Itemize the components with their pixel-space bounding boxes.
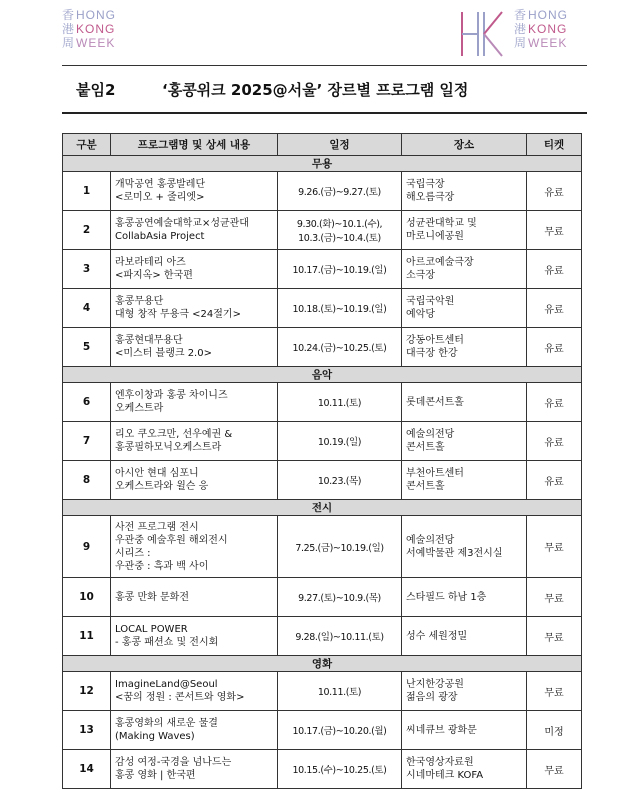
row-number: 4 — [63, 289, 111, 328]
program-line: 감성 여정-국경을 넘나드는 — [115, 757, 232, 768]
program-cell — [111, 516, 278, 578]
ticket-cell: 유료 — [527, 422, 582, 461]
table-row — [63, 516, 582, 578]
program-cell — [111, 578, 278, 617]
venue-line: 한국영상자료원 — [406, 757, 474, 768]
logo-char: 香 — [514, 8, 527, 22]
category-label: 음악 — [63, 367, 582, 383]
table-row — [63, 711, 582, 750]
venue-cell — [402, 289, 527, 328]
schedule-cell — [278, 289, 402, 328]
logo-word: WEEK — [76, 36, 116, 50]
venue-line: 강동아트센터 — [406, 335, 464, 346]
schedule-cell — [278, 578, 402, 617]
program-line: 사전 프로그램 전시 — [115, 521, 199, 533]
program-cell — [111, 422, 278, 461]
column-header: 장소 — [402, 134, 527, 156]
row-number: 8 — [63, 461, 111, 500]
program-line: LOCAL POWER — [115, 624, 188, 635]
hong-kong-week-logo-left — [62, 8, 116, 50]
table-row — [63, 172, 582, 211]
program-line: 리오 쿠오크만, 선우예권 & — [115, 429, 233, 440]
venue-cell — [402, 461, 527, 500]
date-line: 10.19.(일) — [317, 437, 362, 448]
table-row — [63, 578, 582, 617]
program-line: 홍콩무용단 — [115, 296, 164, 307]
venue-line: 콘서트홀 — [406, 481, 445, 492]
program-line: ImagineLand@Seoul — [115, 679, 218, 690]
row-number: 10 — [63, 578, 111, 617]
row-number: 12 — [63, 672, 111, 711]
schedule-cell — [278, 617, 402, 656]
logo-char: 港 — [514, 22, 527, 36]
venue-line: 부천아트센터 — [406, 468, 464, 479]
program-line: 라보라테리 아즈 — [115, 257, 186, 268]
venue-cell — [402, 383, 527, 422]
program-line: 우관중 예술후원 해외전시 — [115, 534, 228, 546]
venue-line: 콘서트홀 — [406, 442, 445, 453]
ticket-cell: 유료 — [527, 328, 582, 367]
schedule-cell — [278, 711, 402, 750]
program-line: <미스터 블랭크 2.0> — [115, 348, 212, 359]
program-line: 우관중 : 흑과 백 사이 — [115, 560, 209, 572]
table-row — [63, 250, 582, 289]
venue-cell — [402, 750, 527, 789]
category-row — [63, 656, 582, 672]
category-label: 무용 — [63, 156, 582, 172]
program-line: 개막공연 홍콩발레단 — [115, 179, 206, 190]
program-line: 홍콩영화의 새로운 물결 — [115, 718, 218, 729]
ticket-cell: 무료 — [527, 617, 582, 656]
venue-line: 시네마테크 KOFA — [406, 770, 484, 781]
row-number: 1 — [63, 172, 111, 211]
venue-cell — [402, 422, 527, 461]
document-title-bar — [62, 65, 587, 114]
venue-line: 예술의전당 — [406, 429, 455, 440]
date-line: 10.18.(토)~10.19.(일) — [292, 304, 387, 315]
venue-line: 마로니에공원 — [406, 231, 464, 242]
row-number: 2 — [63, 211, 111, 250]
program-line: 오케스트라와 윌슨 응 — [115, 481, 209, 492]
program-cell — [111, 750, 278, 789]
venue-cell — [402, 617, 527, 656]
program-line: 홍콩공연예술대학교×성균관대 — [115, 218, 249, 229]
date-line: 10.11.(토) — [317, 687, 362, 698]
category-label: 전시 — [63, 500, 582, 516]
program-line: 대형 창작 무용극 <24절기> — [115, 309, 241, 320]
schedule-cell — [278, 516, 402, 578]
ticket-cell: 유료 — [527, 250, 582, 289]
venue-line: 서예박물관 제3전시실 — [406, 547, 503, 559]
date-line: 10.17.(금)~10.19.(일) — [292, 265, 387, 276]
ticket-cell: 무료 — [527, 672, 582, 711]
hk-monogram-icon — [456, 8, 508, 60]
logo-words — [528, 8, 568, 50]
ticket-cell: 유료 — [527, 289, 582, 328]
row-number: 5 — [63, 328, 111, 367]
row-number: 7 — [63, 422, 111, 461]
table-row — [63, 617, 582, 656]
venue-line: 예악당 — [406, 309, 435, 320]
program-line: <파지옥> 한국편 — [115, 270, 193, 281]
program-line: 홍콩 만화 문화전 — [115, 591, 189, 603]
venue-line: 씨네큐브 광화문 — [406, 724, 477, 736]
ticket-cell: 미정 — [527, 711, 582, 750]
hong-kong-week-logo-right — [456, 8, 568, 60]
row-number: 11 — [63, 617, 111, 656]
ticket-cell: 유료 — [527, 172, 582, 211]
logo-word: KONG — [76, 22, 116, 36]
logo-char: 周 — [514, 36, 527, 50]
table-row — [63, 422, 582, 461]
schedule-cell — [278, 250, 402, 289]
venue-line: 롯데콘서트홀 — [406, 396, 464, 408]
schedule-cell — [278, 172, 402, 211]
date-line: 9.28.(일)~10.11.(토) — [295, 632, 384, 643]
program-cell — [111, 383, 278, 422]
logo-words — [76, 8, 116, 50]
table-row — [63, 328, 582, 367]
program-line: (Making Waves) — [115, 731, 195, 742]
venue-cell — [402, 578, 527, 617]
program-line: 홍콩필하모닉오케스트라 — [115, 442, 222, 453]
page-title: ‘홍콩위크 2025@서울’ 장르별 프로그램 일정 — [162, 81, 469, 99]
program-line: - 홍콩 패션쇼 및 전시회 — [115, 637, 219, 648]
table-header-row — [63, 134, 582, 156]
attachment-tag: 붙임2 — [76, 81, 116, 99]
venue-cell — [402, 516, 527, 578]
program-line: 오케스트라 — [115, 403, 164, 414]
schedule-cell — [278, 672, 402, 711]
program-line: 시리즈 : — [115, 547, 151, 559]
venue-line: 국립국악원 — [406, 296, 455, 307]
logo-chinese-chars — [62, 8, 74, 50]
date-line: 9.30.(화)~10.1.(수), — [296, 219, 383, 230]
venue-line: 성균관대학교 및 — [406, 218, 477, 229]
program-line: CollabAsia Project — [115, 231, 205, 242]
venue-line: 아르코예술극장 — [406, 257, 474, 268]
venue-line: 젊음의 광장 — [406, 692, 458, 703]
venue-line: 난지한강공원 — [406, 679, 464, 690]
category-row — [63, 156, 582, 172]
program-line: <꿈의 정원 : 콘서트와 영화> — [115, 692, 245, 703]
date-line: 7.25.(금)~10.19.(일) — [295, 542, 384, 554]
date-line: 9.26.(금)~9.27.(토) — [298, 187, 381, 198]
schedule-cell — [278, 211, 402, 250]
logo-word: WEEK — [528, 36, 568, 50]
program-cell — [111, 617, 278, 656]
table-body — [63, 156, 582, 789]
venue-line: 국립극장 — [406, 179, 445, 190]
date-line: 9.27.(토)~10.9.(목) — [298, 593, 381, 604]
schedule-cell — [278, 328, 402, 367]
date-line: 10.11.(토) — [317, 398, 362, 409]
category-row — [63, 367, 582, 383]
venue-line: 대극장 한강 — [406, 348, 458, 359]
ticket-cell: 무료 — [527, 516, 582, 578]
date-line: 10.3.(금)~10.4.(토) — [298, 233, 381, 244]
row-number: 3 — [63, 250, 111, 289]
program-schedule-table — [62, 133, 582, 789]
table-row — [63, 750, 582, 789]
table-row — [63, 211, 582, 250]
program-cell — [111, 289, 278, 328]
row-number: 9 — [63, 516, 111, 578]
date-line: 10.24.(금)~10.25.(토) — [292, 343, 387, 354]
ticket-cell: 무료 — [527, 211, 582, 250]
program-line: <로미오 + 줄리엣> — [115, 192, 205, 203]
venue-line: 예술의전당 — [406, 534, 455, 546]
venue-line: 성수 세원정밀 — [406, 630, 468, 642]
venue-line: 해오름극장 — [406, 192, 455, 203]
venue-cell — [402, 172, 527, 211]
ticket-cell: 유료 — [527, 461, 582, 500]
column-header: 티켓 — [527, 134, 582, 156]
table-row — [63, 461, 582, 500]
program-line: 엔후이창과 홍콩 차이니즈 — [115, 390, 228, 401]
date-line: 10.17.(금)~10.20.(월) — [292, 726, 387, 737]
schedule-cell — [278, 383, 402, 422]
date-line: 10.23.(목) — [317, 476, 362, 487]
column-header: 프로그램명 및 상세 내용 — [111, 134, 278, 156]
venue-cell — [402, 328, 527, 367]
program-cell — [111, 461, 278, 500]
table-row — [63, 289, 582, 328]
table-row — [63, 672, 582, 711]
program-line: 홍콩 영화 | 한국편 — [115, 770, 196, 781]
program-cell — [111, 672, 278, 711]
logo-chinese-chars — [514, 8, 526, 50]
logo-word: KONG — [528, 22, 568, 36]
column-header: 구분 — [63, 134, 111, 156]
program-line: 아시안 현대 심포니 — [115, 468, 199, 479]
venue-line: 스타필드 하남 1층 — [406, 591, 487, 603]
schedule-cell — [278, 750, 402, 789]
venue-cell — [402, 711, 527, 750]
ticket-cell: 유료 — [527, 383, 582, 422]
venue-cell — [402, 672, 527, 711]
program-cell — [111, 711, 278, 750]
program-cell — [111, 250, 278, 289]
row-number: 6 — [63, 383, 111, 422]
logo-char: 香 — [62, 8, 75, 22]
date-line: 10.15.(수)~10.25.(토) — [292, 765, 387, 776]
venue-cell — [402, 211, 527, 250]
row-number: 14 — [63, 750, 111, 789]
venue-cell — [402, 250, 527, 289]
program-cell — [111, 328, 278, 367]
program-cell — [111, 172, 278, 211]
logo-word: HONG — [528, 8, 569, 22]
program-cell — [111, 211, 278, 250]
ticket-cell: 무료 — [527, 750, 582, 789]
logo-word: HONG — [76, 8, 117, 22]
schedule-cell — [278, 461, 402, 500]
category-row — [63, 500, 582, 516]
table-row — [63, 383, 582, 422]
category-label: 영화 — [63, 656, 582, 672]
schedule-cell — [278, 422, 402, 461]
ticket-cell: 무료 — [527, 578, 582, 617]
row-number: 13 — [63, 711, 111, 750]
program-line: 홍콩현대무용단 — [115, 335, 183, 346]
column-header: 일정 — [278, 134, 402, 156]
logo-char: 周 — [62, 36, 75, 50]
logo-char: 港 — [62, 22, 75, 36]
venue-line: 소극장 — [406, 270, 435, 281]
